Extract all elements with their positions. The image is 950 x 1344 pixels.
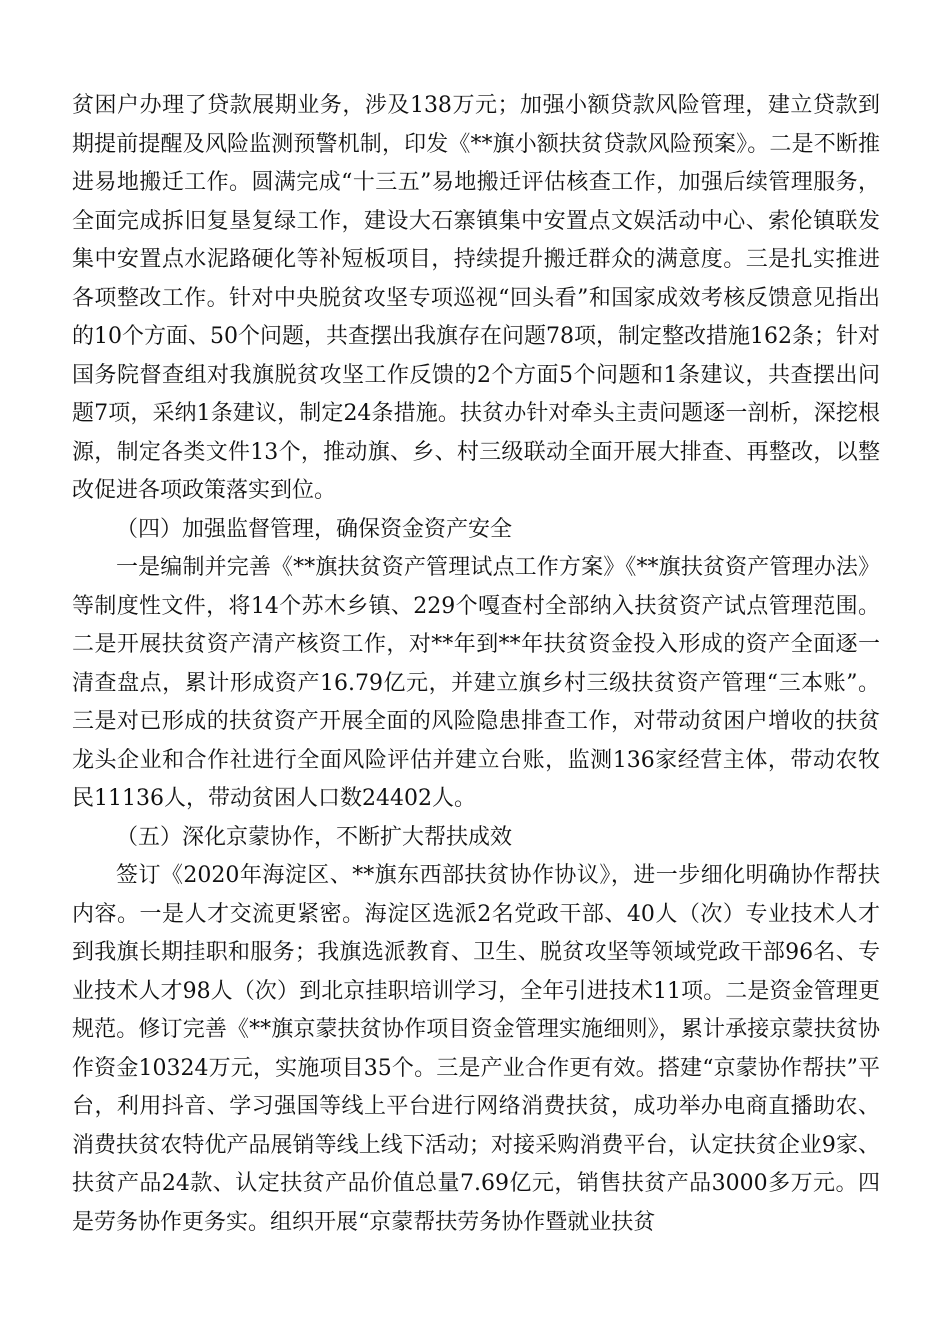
section-heading-four: （四）加强监督管理，确保资金资产安全 xyxy=(116,516,513,542)
section-heading-five: （五）深化京蒙协作，不断扩大帮扶成效 xyxy=(116,824,513,850)
continuation-paragraph: 贫困户办理了贷款展期业务，涉及138万元；加强小额贷款风险管理，建立贷款到期提前提醒及风险监测预警机制，印发《**旗小额扶贫贷款风险预案》。二是不断推进易地搬迁工作。圆满完成“十三五”易地搬迁评估核查工作，加强后续管理服务，全面完成拆旧复垦复绿工作，建设大石寨镇集中安置点文娱活动中心、索伦镇联发集中安置点水泥路硬化等补短板项目，持续提升搬迁群众的满意度。三是扎实推进各项整改工作。针对中央脱贫攻坚专项巡视“回头看”和国家成效考核反馈意见指出的10个方面、50个问题，共查摆出我旗存在问题78项，制定整改措施162条；针对国务院督查组对我旗脱贫攻坚工作反馈的2个方面5个问题和1条建议，共查摆出问题7项，采纳1条建议，制定24条措施。扶贫办针对牵头主责问题逐一剖析，深挖根源，制定各类文件13个，推动旗、乡、村三级联动全面开展大排查、再整改，以整改促进各项政策落实到位。 xyxy=(72,93,880,503)
document-page xyxy=(72,87,880,1242)
body-paragraph-cooperation: 签订《2020年海淀区、**旗东西部扶贫协作协议》，进一步细化明确协作帮扶内容。一是人才交流更紧密。海淀区选派2名党政干部、40人（次）专业技术人才到我旗长期挂职和服务；我旗选派教育、卫生、脱贫攻坚等领域党政干部96名、专业技术人才98人（次）到北京挂职培训学习，全年引进技术11项。二是资金管理更规范。修订完善《**旗京蒙扶贫协作项目资金管理实施细则》，累计承接京蒙扶贫协作资金10324万元，实施项目35个。三是产业合作更有效。搭建“京蒙协作帮扶”平台，利用抖音、学习强国等线上平台进行网络消费扶贫，成功举办电商直播助农、消费扶贫农特优产品展销等线上线下活动；对接采购消费平台，认定扶贫企业9家、扶贫产品24款、认定扶贫产品价值总量7.69亿元，销售扶贫产品3000多万元。四是劳务协作更务实。组织开展“京蒙帮扶劳务协作暨就业扶贫 xyxy=(72,863,880,1235)
body-paragraph-assets: 一是编制并完善《**旗扶贫资产管理试点工作方案》《**旗扶贫资产管理办法》等制度性文件，将14个苏木乡镇、229个嘎查村全部纳入扶贫资产试点管理范围。二是开展扶贫资产清产核资工作，对**年到**年扶贫资金投入形成的资产全面逐一清查盘点，累计形成资产16.79亿元，并建立旗乡村三级扶贫资产管理“三本账”。三是对已形成的扶贫资产开展全面的风险隐患排查工作，对带动贫困户增收的扶贫龙头企业和合作社进行全面风险评估并建立台账，监测136家经营主体，带动农牧民11136人，带动贫困人口数24402人。 xyxy=(72,555,880,811)
